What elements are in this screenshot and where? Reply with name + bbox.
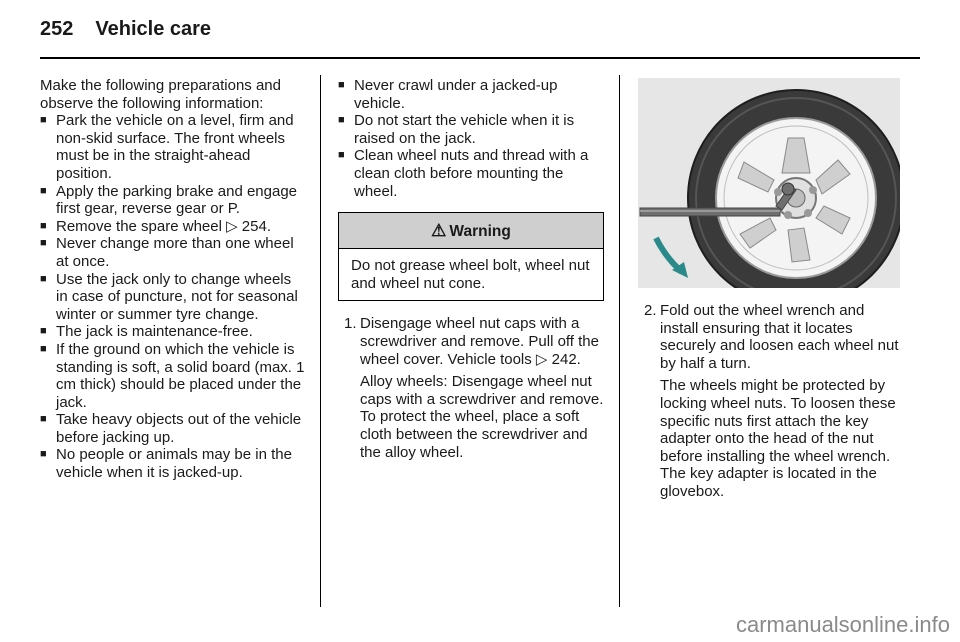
step-text: Fold out the wheel wrench and install ensuring that it locates securely and loosen each wheel nut by half a turn. <box>660 302 899 372</box>
list-item: ■ Park the vehicle on a level, firm and non-skid surface. The front wheels must be in the straight-ahead position. <box>40 112 306 182</box>
column-1 <box>40 77 306 482</box>
column-divider-2 <box>619 75 620 607</box>
step-number: 1. <box>344 315 357 333</box>
page-number: 252 <box>40 18 74 40</box>
intro-text: Make the following preparations and observe the following information: <box>40 77 281 112</box>
page-header <box>40 18 211 41</box>
step-text: Disengage wheel nut caps with a screwdriver and remove. Pull off the wheel cover. Vehicle tools ▷ 242. <box>360 315 599 368</box>
list-item: ■ Do not start the vehicle when it is raised on the jack. <box>338 112 604 147</box>
warning-triangle-icon: ⚠ <box>431 221 447 241</box>
list-item: ■ Clean wheel nuts and thread with a clean cloth before mounting the wheel. <box>338 147 604 200</box>
list-item: ■ Take heavy objects out of the vehicle before jacking up. <box>40 411 306 446</box>
list-item <box>40 183 306 218</box>
step-subtext: Alloy wheels: Disengage wheel nut caps with a screwdriver and remove. To protect the wheel, place a soft cloth between the screwdriver and the alloy wheel. <box>360 373 604 461</box>
warning-box <box>338 212 604 301</box>
list-item: ■ Never crawl under a jacked-up vehicle. <box>338 77 604 112</box>
watermark: carmanualsonline.info <box>735 612 950 637</box>
list-item-text: Apply the parking brake and engage first gear, reverse gear or P. <box>56 182 298 218</box>
list-item: ■ The jack is maintenance-free. <box>40 323 306 341</box>
step-2 <box>638 302 902 501</box>
column-2 <box>338 77 604 461</box>
wheel-wrench-illustration <box>638 78 900 288</box>
column-divider-1 <box>320 75 321 607</box>
list-item: ■ Never change more than one wheel at once. <box>40 235 306 270</box>
step-number: 2. <box>644 302 657 319</box>
header-rule <box>40 57 920 59</box>
warning-text: Do not grease wheel bolt, wheel nut and wheel nut cone. <box>351 257 590 292</box>
page-title: Vehicle care <box>95 18 212 40</box>
list-item: ■ If the ground on which the vehicle is standing is soft, a solid board (max. 1 cm thick) should be placed under the jack. <box>40 341 306 411</box>
list-item: ■ Remove the spare wheel ▷ 254. <box>40 218 306 236</box>
list-item: ■ No people or animals may be in the vehicle when it is jacked-up. <box>40 446 306 481</box>
step-subtext: The wheels might be protected by locking wheel nuts. To loosen these specific nuts first attach the key adapter onto the head of the nut before installing the wheel wrench. The key adapter is located in the glovebox. <box>660 377 896 500</box>
list-item: ■ Use the jack only to change wheels in case of puncture, not for seasonal winter or summer tyre change. <box>40 271 306 324</box>
column-3 <box>638 302 902 501</box>
warning-title: Warning <box>449 223 511 241</box>
step-1 <box>338 315 604 461</box>
warning-header <box>339 213 603 249</box>
